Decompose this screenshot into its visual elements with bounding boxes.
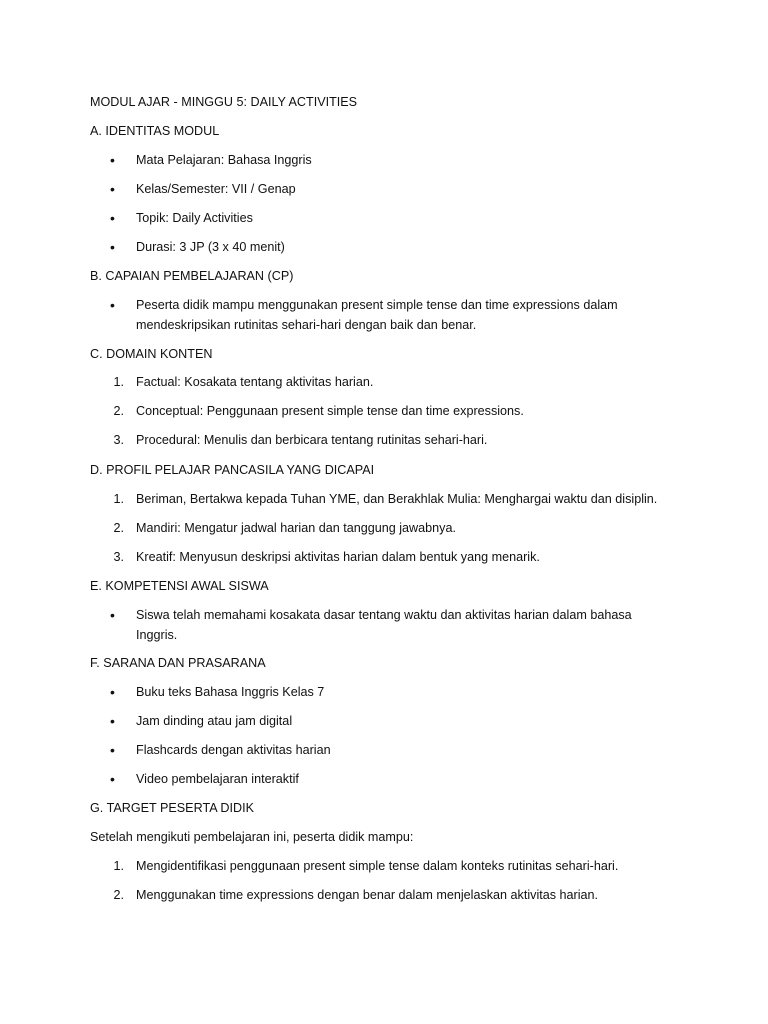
list-item-text: Jam dinding atau jam digital — [136, 714, 293, 728]
list-item-text: Durasi: 3 JP (3 x 40 menit) — [136, 240, 285, 254]
list-item-text: Siswa telah memahami kosakata dasar tentang waktu dan aktivitas harian dalam bahasa Inggris. — [136, 608, 632, 642]
section-intro: Setelah mengikuti pembelajaran ini, peserta didik mampu: — [90, 830, 414, 844]
section-heading-f: F. SARANA DAN PRASARANA — [90, 656, 266, 670]
list-number: 2. — [113, 521, 124, 535]
list-number: 1. — [113, 859, 124, 873]
list-item — [113, 490, 708, 510]
list-item-text: Peserta didik mampu menggunakan present simple tense dan time expressions dalam mendeskripsikan rutinitas sehari-hari dengan baik dan benar. — [136, 298, 618, 332]
section-heading-d: D. PROFIL PELAJAR PANCASILA YANG DICAPAI — [90, 463, 375, 477]
section-heading-a: A. IDENTITAS MODUL — [90, 124, 220, 138]
bullet-icon: • — [110, 297, 115, 313]
list-item — [110, 238, 708, 258]
list-item — [110, 606, 648, 645]
bullet-icon: • — [110, 684, 115, 700]
bullet-icon: • — [110, 713, 115, 729]
section-heading-c: C. DOMAIN KONTEN — [90, 347, 213, 361]
bullet-icon: • — [110, 742, 115, 758]
list-item-text: Beriman, Bertakwa kepada Tuhan YME, dan Berakhlak Mulia: Menghargai waktu dan disiplin. — [136, 492, 658, 506]
bullet-icon: • — [110, 181, 115, 197]
list-item — [110, 151, 708, 171]
list-item — [110, 712, 708, 732]
list-item-text: Flashcards dengan aktivitas harian — [136, 743, 331, 757]
list-item-text: Topik: Daily Activities — [136, 211, 253, 225]
list-number: 2. — [113, 888, 124, 902]
bullet-icon: • — [110, 771, 115, 787]
list-number: 3. — [113, 433, 124, 447]
list-item — [110, 770, 708, 790]
list-item-text: Factual: Kosakata tentang aktivitas harian. — [136, 375, 374, 389]
list-item-text: Mata Pelajaran: Bahasa Inggris — [136, 153, 312, 167]
list-item-text: Buku teks Bahasa Inggris Kelas 7 — [136, 685, 325, 699]
list-item — [113, 857, 708, 877]
list-item — [110, 296, 638, 335]
list-item — [113, 402, 708, 422]
section-heading-b: B. CAPAIAN PEMBELAJARAN (CP) — [90, 269, 294, 283]
list-number: 2. — [113, 404, 124, 418]
list-item — [110, 209, 708, 229]
list-item — [110, 683, 708, 703]
list-number: 3. — [113, 550, 124, 564]
list-item-text: Conceptual: Penggunaan present simple tense dan time expressions. — [136, 404, 524, 418]
list-item-text: Menggunakan time expressions dengan benar dalam menjelaskan aktivitas harian. — [136, 888, 599, 902]
list-item — [110, 741, 708, 761]
bullet-icon: • — [110, 239, 115, 255]
document-title: MODUL AJAR - MINGGU 5: DAILY ACTIVITIES — [90, 95, 358, 109]
list-item-text: Kelas/Semester: VII / Genap — [136, 182, 296, 196]
list-item-text: Mandiri: Mengatur jadwal harian dan tanggung jawabnya. — [136, 521, 456, 535]
list-item-text: Mengidentifikasi penggunaan present simple tense dalam konteks rutinitas sehari-hari. — [136, 859, 619, 873]
list-item — [113, 431, 708, 451]
bullet-icon: • — [110, 210, 115, 226]
list-item — [113, 519, 708, 539]
section-heading-g: G. TARGET PESERTA DIDIK — [90, 801, 254, 815]
list-item — [113, 373, 708, 393]
section-heading-e: E. KOMPETENSI AWAL SISWA — [90, 579, 269, 593]
list-item — [113, 548, 708, 568]
list-number: 1. — [113, 492, 124, 506]
list-item-text: Video pembelajaran interaktif — [136, 772, 299, 786]
bullet-icon: • — [110, 607, 115, 623]
bullet-icon: • — [110, 152, 115, 168]
list-item-text: Kreatif: Menyusun deskripsi aktivitas harian dalam bentuk yang menarik. — [136, 550, 540, 564]
list-number: 1. — [113, 375, 124, 389]
list-item-text: Procedural: Menulis dan berbicara tentang rutinitas sehari-hari. — [136, 433, 488, 447]
list-item — [110, 180, 708, 200]
list-item — [113, 886, 708, 906]
